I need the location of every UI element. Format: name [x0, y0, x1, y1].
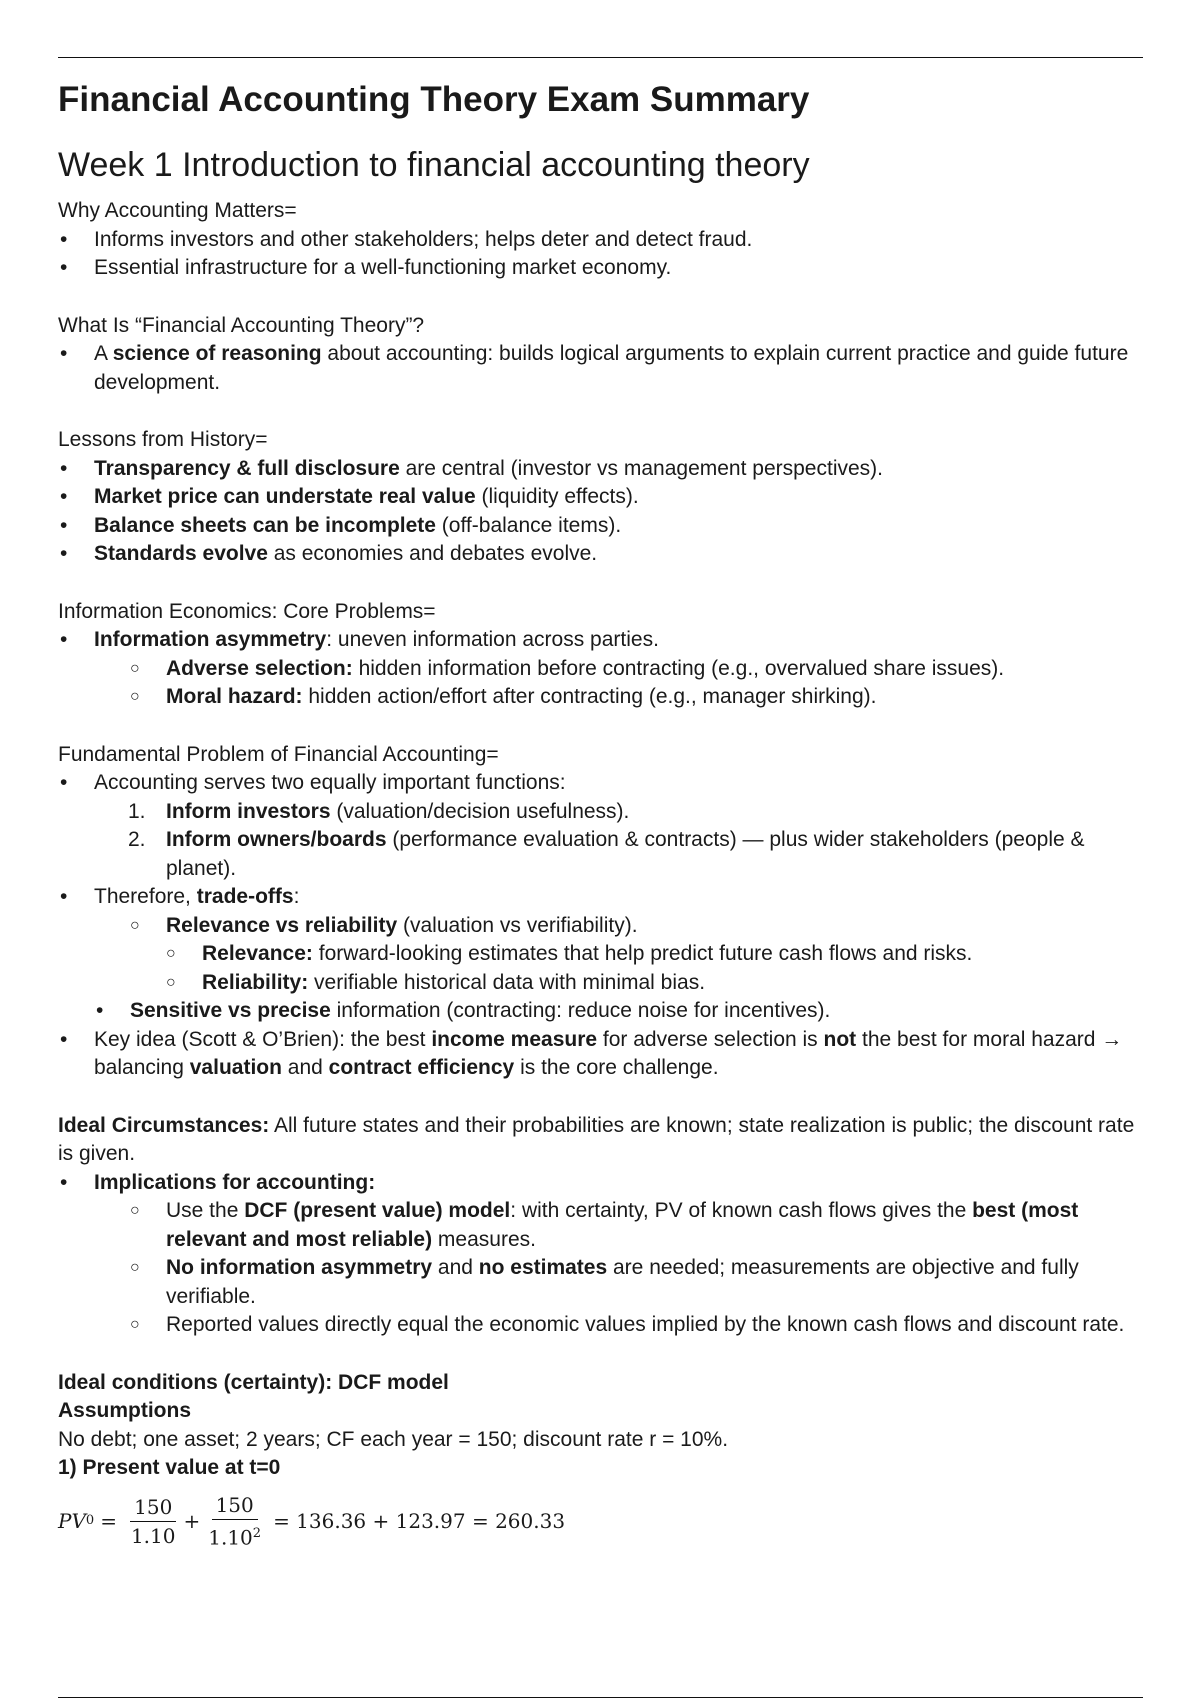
- circle-bullet-icon: ○: [130, 1202, 140, 1219]
- history-list: [58, 455, 1143, 569]
- list-item: ○ No information asymmetry and no estimates are needed; measurements are objective and fully verifiable.: [130, 1256, 1079, 1308]
- list-item: 2. Inform owners/boards (performance evaluation & contracts) — plus wider stakeholders (people & planet).: [128, 828, 1085, 880]
- assumptions-text: No debt; one asset; 2 years; CF each year = 150; discount rate r = 10%.: [58, 1427, 729, 1451]
- list-item: • Key idea (Scott & O’Brien): the best income measure for adverse selection is not the best for moral hazard → balancing valuation and contract efficiency is the core challenge.: [60, 1027, 1123, 1079]
- circle-bullet-icon: ○: [130, 1259, 140, 1276]
- fundamental-heading: Fundamental Problem of Financial Accounting=: [58, 742, 499, 766]
- fundamental-list: [58, 769, 1143, 1083]
- what-heading: What Is “Financial Accounting Theory”?: [58, 313, 425, 337]
- bullet-icon: •: [60, 885, 68, 908]
- why-heading: Why Accounting Matters=: [58, 199, 297, 222]
- document-title: Financial Accounting Theory Exam Summary: [58, 80, 810, 119]
- list-item: • A science of reasoning about accounting: builds logical arguments to explain current practice and guide future development.: [60, 342, 1129, 394]
- pv-equation: PV 0 = $\frac{150}{1.10}$ + $\frac{150}{1.10^2}$ = 136.36 + 123.97 = 260.33: [58, 1493, 566, 1550]
- list-item: • Accounting serves two equally important functions:: [58, 769, 1143, 798]
- what-list: [58, 340, 1143, 397]
- circle-bullet-icon: ○: [130, 688, 140, 705]
- bullet-icon: •: [60, 342, 68, 365]
- infoecon-list: [58, 626, 1143, 712]
- list-item: • Essential infrastructure for a well-functioning market economy.: [58, 254, 1143, 283]
- list-item: • Therefore, trade-offs:: [58, 883, 1143, 912]
- list-item: • Transparency & full disclosure are central (investor vs management perspectives).: [58, 455, 1143, 484]
- list-item: ○ Moral hazard: hidden action/effort after contracting (e.g., manager shirking).: [58, 683, 1143, 712]
- list-item: 1. Inform investors (valuation/decision usefulness).: [128, 799, 630, 823]
- bullet-icon: •: [60, 771, 68, 794]
- list-item: ○ Reported values directly equal the economic values implied by the known cash flows and discount rate.: [58, 1311, 1143, 1340]
- assumptions-heading: Assumptions: [58, 1399, 192, 1422]
- bullet-icon: •: [60, 485, 68, 508]
- dcf-heading: Ideal conditions (certainty): DCF model: [58, 1370, 449, 1394]
- pv-heading: 1) Present value at t=0: [58, 1456, 281, 1479]
- ideal-list: [58, 1169, 1143, 1340]
- list-item: ○ Relevance: forward-looking estimates that help predict future cash flows and risks.: [58, 940, 1143, 969]
- fraction-2: $\frac{150}{1.10^2}$: [208, 1493, 262, 1550]
- list-item: • Market price can understate real value (liquidity effects).: [58, 483, 1143, 512]
- bullet-icon: •: [60, 542, 68, 565]
- bullet-icon: •: [60, 227, 68, 251]
- circle-bullet-icon: ○: [166, 945, 176, 962]
- infoecon-heading: Information Economics: Core Problems=: [58, 599, 436, 623]
- bullet-icon: •: [60, 628, 68, 651]
- bullet-icon: •: [60, 456, 68, 480]
- list-item: ○ Relevance vs reliability (valuation vs verifiability).: [58, 912, 1143, 941]
- list-item: • Information asymmetry: uneven information across parties.: [58, 626, 1143, 655]
- history-heading: Lessons from History=: [58, 428, 268, 451]
- bullet-icon: •: [96, 999, 104, 1022]
- why-list: [58, 226, 1143, 283]
- top-rule: [58, 57, 1143, 58]
- week-heading: Week 1 Introduction to financial accounting theory: [58, 146, 810, 184]
- bottom-rule: [58, 1697, 1143, 1698]
- list-item: ○ Use the DCF (present value) model: with certainty, PV of known cash flows gives the best (most relevant and most reliable) measures.: [130, 1199, 1079, 1251]
- list-item: • Implications for accounting:: [58, 1169, 1143, 1198]
- bullet-icon: •: [60, 513, 68, 537]
- bullet-icon: •: [60, 256, 68, 279]
- bullet-icon: •: [60, 1170, 68, 1194]
- circle-bullet-icon: ○: [130, 1316, 140, 1333]
- list-item: • Balance sheets can be incomplete (off-balance items).: [58, 512, 1143, 541]
- circle-bullet-icon: ○: [130, 659, 140, 677]
- circle-bullet-icon: ○: [130, 916, 140, 934]
- list-item: • Informs investors and other stakeholders; helps deter and detect fraud.: [58, 226, 1143, 255]
- fraction-1: $\frac{150}{1.10}$: [130, 1495, 176, 1548]
- list-item: ○ Adverse selection: hidden information before contracting (e.g., overvalued share issues).: [58, 655, 1143, 684]
- list-item: ○ Reliability: verifiable historical data with minimal bias.: [58, 969, 1143, 998]
- list-item: • Standards evolve as economies and debates evolve.: [58, 540, 1143, 569]
- list-item: • Sensitive vs precise information (contracting: reduce noise for incentives).: [58, 997, 1143, 1026]
- bullet-icon: •: [60, 1027, 68, 1051]
- ideal-paragraph: Ideal Circumstances: All future states and their probabilities are known; state realization is public; the discount rate is given.: [58, 1113, 1135, 1165]
- circle-bullet-icon: ○: [166, 973, 176, 991]
- page-content: [58, 72, 1143, 1555]
